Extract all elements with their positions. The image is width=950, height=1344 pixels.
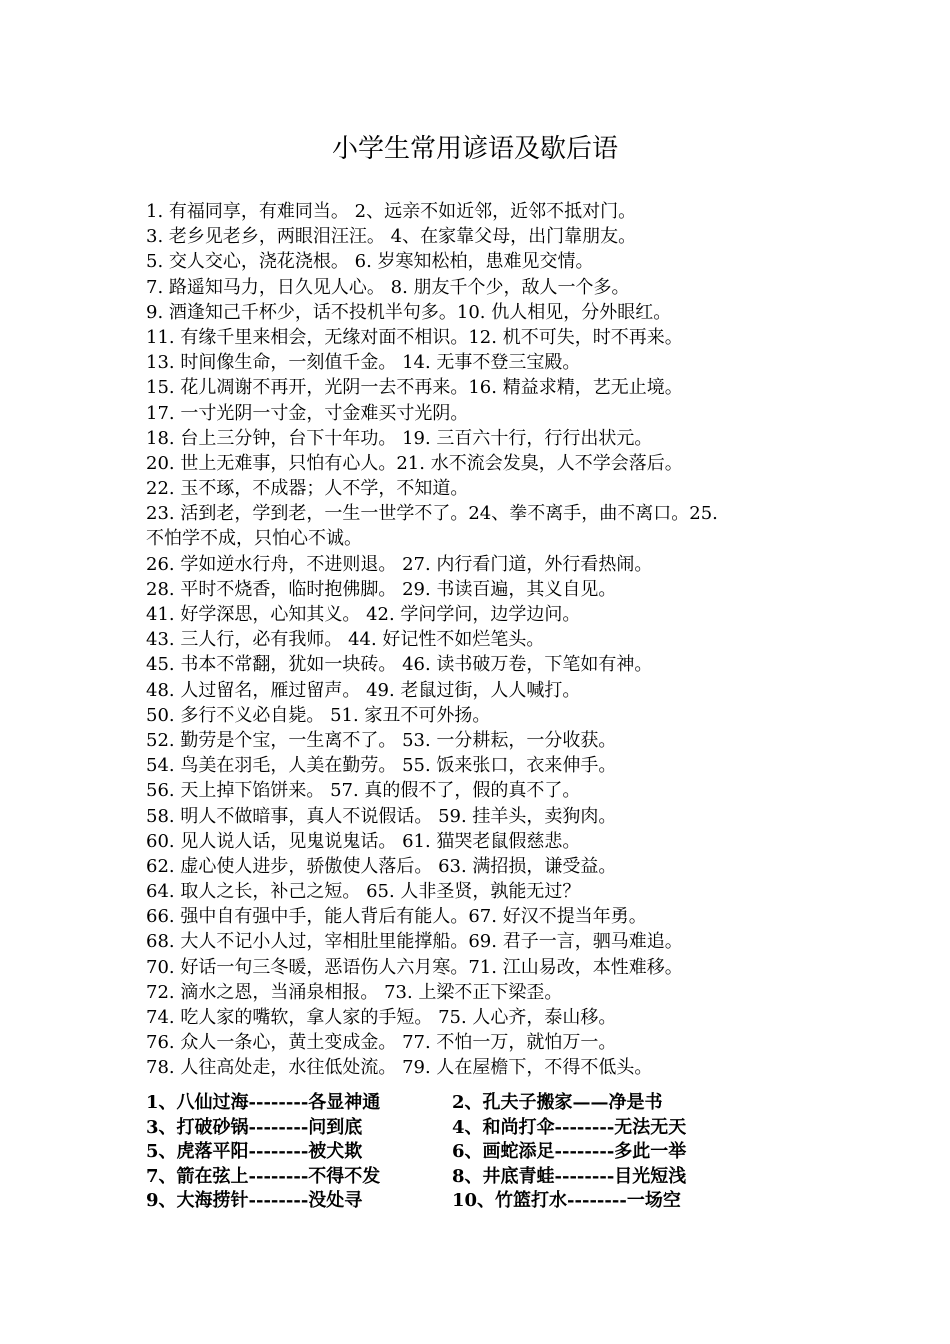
xiehouyu-item: 4、和尚打伞--------无法无天 [452,1116,687,1138]
proverb-list [146,199,846,1081]
proverb-line: 13. 时间像生命，一刻值千金。 14. 无事不登三宝殿。 [146,352,581,374]
xiehouyu-list [146,1091,846,1214]
proverb-line: 11. 有缘千里来相会，无缘对面不相识。12. 机不可失，时不再来。 [146,326,683,348]
proverb-line: 41. 好学深思，心知其义。 42. 学问学问，边学边问。 [146,604,581,625]
proverb-line: 15. 花儿凋谢不再开，光阴一去不再来。16. 精益求精，艺无止境。 [146,377,683,399]
xiehouyu-item: 2、孔夫子搬家——净是书 [452,1092,663,1113]
proverb-line: 60. 见人说人话，见鬼说鬼话。 61. 猫哭老鼠假慈悲。 [146,830,581,852]
proverb-line: 54. 鸟美在羽毛，人美在勤劳。 55. 饭来张口，衣来伸手。 [146,755,617,777]
proverb-line: 5. 交人交心，浇花浇根。 6. 岁寒知松柏，患难见交情。 [146,251,594,273]
xiehouyu-line [146,1165,846,1190]
proverb-line: 50. 多行不义必自毙。 51. 家丑不可外扬。 [146,704,491,726]
xiehouyu-item: 6、画蛇添足--------多此一举 [452,1141,687,1162]
proverb-line: 62. 虚心使人进步，骄傲使人落后。 63. 满招损，谦受益。 [146,855,617,877]
proverb-line: 17. 一寸光阴一寸金，寸金难买寸光阴。 [146,402,469,424]
xiehouyu-item: 8、井底青蛙--------目光短浅 [452,1165,687,1187]
proverb-line: 不怕学不成，只怕心不诚。 [146,528,362,550]
xiehouyu-line [146,1140,846,1165]
proverb-line: 64. 取人之长，补己之短。 65. 人非圣贤，孰能无过？ [146,881,581,903]
proverb-line: 45. 书本不常翻，犹如一块砖。 46. 读书破万卷，下笔如有神。 [146,654,653,676]
xiehouyu-item: 3、打破砂锅--------问到底 [146,1116,363,1138]
proverb-line: 1. 有福同享，有难同当。 2、远亲不如近邻，近邻不抵对门。 [146,201,637,222]
page-title: 小学生常用谚语及歇后语 [331,134,618,164]
proverb-line: 66. 强中自有强中手，能人背后有能人。67. 好汉不提当年勇。 [146,906,647,928]
proverb-line: 56. 天上掉下馅饼来。 57. 真的假不了，假的真不了。 [146,780,581,802]
proverb-line: 7. 路遥知马力，日久见人心。 8. 朋友千个少，敌人一个多。 [146,276,630,298]
proverb-line: 22. 玉不琢，不成器；人不学，不知道。 [146,478,469,500]
xiehouyu-line [146,1189,846,1214]
proverb-line: 78. 人往高处走，水往低处流。 79. 人在屋檐下，不得不低头。 [146,1057,653,1079]
proverb-line: 76. 众人一条心，黄土变成金。 77. 不怕一万，就怕万一。 [146,1032,617,1054]
xiehouyu-line [146,1116,846,1141]
proverb-line: 28. 平时不烧香，临时抱佛脚。 29. 书读百遍，其义自见。 [146,578,617,600]
xiehouyu-item: 7、箭在弦上--------不得不发 [146,1165,381,1187]
proverb-line: 26. 学如逆水行舟，不进则退。 27. 内行看门道，外行看热闹。 [146,553,653,575]
proverb-line: 72. 滴水之恩，当涌泉相报。 73. 上梁不正下梁歪。 [146,981,563,1003]
proverb-line: 74. 吃人家的嘴软，拿人家的手短。 75. 人心齐，泰山移。 [146,1007,617,1028]
proverb-line: 23. 活到老，学到老，一生一世学不了。24、拳不离手，曲不离口。25. [146,503,718,525]
proverb-line: 68. 大人不记小人过，宰相肚里能撑船。69. 君子一言，驷马难追。 [146,931,683,953]
proverb-line: 18. 台上三分钟，台下十年功。 19. 三百六十行，行行出状元。 [146,427,653,449]
proverb-line: 70. 好话一句三冬暖，恶语伤人六月寒。71. 江山易改，本性难移。 [146,956,683,978]
proverb-line: 20. 世上无难事，只怕有心人。21. 水不流会发臭，人不学会落后。 [146,452,683,474]
proverb-line: 52. 勤劳是个宝，一生离不了。 53. 一分耕耘，一分收获。 [146,729,617,751]
proverb-line: 43. 三人行，必有我师。 44. 好记性不如烂笔头。 [146,629,545,651]
proverb-line: 9. 酒逢知己千杯少，话不投机半句多。10. 仇人相见，分外眼红。 [146,301,672,323]
proverb-line: 3. 老乡见老乡，两眼泪汪汪。 4、在家靠父母，出门靠朋友。 [146,226,637,248]
xiehouyu-item: 1、八仙过海--------各显神通 [146,1092,381,1113]
xiehouyu-line [146,1091,846,1116]
xiehouyu-item: 9、大海捞针--------没处寻 [146,1190,363,1211]
xiehouyu-item: 10、竹篮打水--------一场空 [452,1190,681,1211]
proverb-line: 58. 明人不做暗事，真人不说假话。 59. 挂羊头，卖狗肉。 [146,805,617,827]
xiehouyu-item: 5、虎落平阳--------被犬欺 [146,1141,363,1162]
proverb-line: 48. 人过留名，雁过留声。 49. 老鼠过街，人人喊打。 [146,679,581,701]
